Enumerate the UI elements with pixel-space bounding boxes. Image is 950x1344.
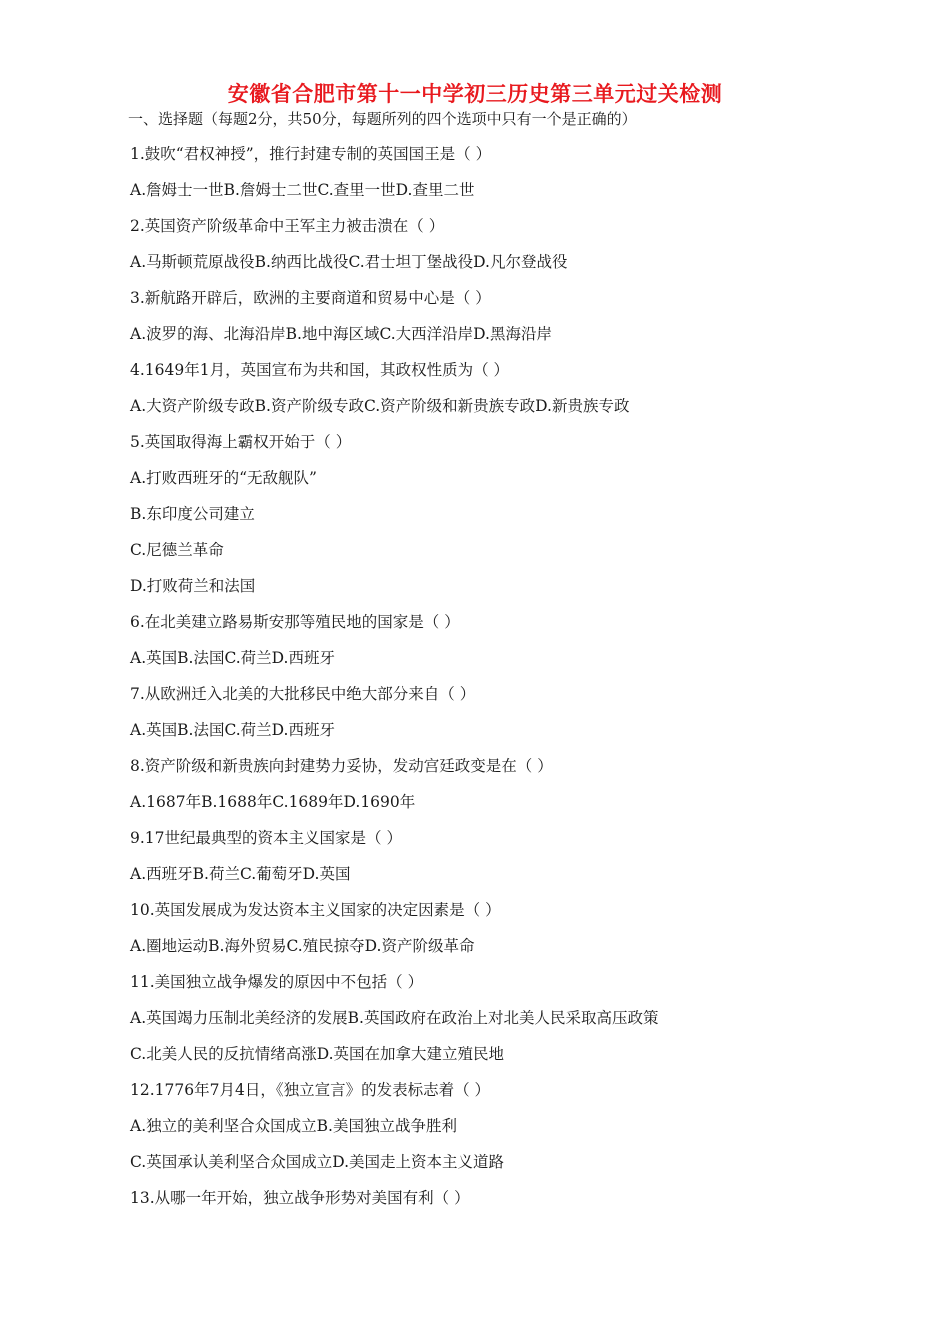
question-text: 10.英国发展成为发达资本主义国家的决定因素是（ ） [130, 901, 501, 919]
answer-options: C.英国承认美利坚合众国成立D.美国走上资本主义道路 [130, 1153, 505, 1171]
question-text: 12.1776年7月4日，《独立宣言》的发表标志着（ ） [130, 1081, 490, 1099]
question-text: 11.美国独立战争爆发的原因中不包括（ ） [130, 973, 424, 991]
answer-options: A.波罗的海、北海沿岸B.地中海区域C.大西洋沿岸D.黑海沿岸 [130, 325, 552, 343]
question-text: 5.英国取得海上霸权开始于（ ） [130, 433, 352, 451]
answer-options: A.独立的美利坚合众国成立B.美国独立战争胜利 [130, 1117, 457, 1135]
answer-options: A.大资产阶级专政B.资产阶级专政C.资产阶级和新贵族专政D.新贵族专政 [130, 397, 630, 415]
answer-options: A.1687年B.1688年C.1689年D.1690年 [130, 793, 416, 811]
answer-options: C.尼德兰革命 [130, 541, 224, 559]
question-text: 6.在北美建立路易斯安那等殖民地的国家是（ ） [130, 613, 460, 631]
question-text: 4.1649年1月，英国宣布为共和国，其政权性质为（ ） [130, 361, 510, 379]
answer-options: A.詹姆士一世B.詹姆士二世C.查里一世D.查里二世 [130, 181, 475, 199]
answer-options: A.英国B.法国C.荷兰D.西班牙 [130, 649, 335, 667]
answer-options: A.英国B.法国C.荷兰D.西班牙 [130, 721, 335, 739]
question-text: 8.资产阶级和新贵族向封建势力妥协，发动宫廷政变是在（ ） [130, 757, 553, 775]
answer-options: A.马斯顿荒原战役B.纳西比战役C.君士坦丁堡战役D.凡尔登战役 [130, 253, 568, 271]
question-text: 9.17世纪最典型的资本主义国家是（ ） [130, 829, 402, 847]
answer-options: B.东印度公司建立 [130, 505, 255, 523]
question-text: 3.新航路开辟后，欧洲的主要商道和贸易中心是（ ） [130, 289, 491, 307]
question-text: 1.鼓吹“君权神授”，推行封建专制的英国国王是（ ） [130, 145, 492, 163]
answer-options: D.打败荷兰和法国 [130, 577, 256, 595]
question-text: 13.从哪一年开始，独立战争形势对美国有利（ ） [130, 1189, 470, 1207]
answer-options: C.北美人民的反抗情绪高涨D.英国在加拿大建立殖民地 [130, 1045, 505, 1063]
question-text: 7.从欧洲迁入北美的大批移民中绝大部分来自（ ） [130, 685, 476, 703]
question-list [130, 140, 850, 1220]
section-heading: 一、选择题（每题2分，共50分，每题所列的四个选项中只有一个是正确的） [128, 110, 637, 128]
question-text: 2.英国资产阶级革命中王军主力被击溃在（ ） [130, 217, 445, 235]
answer-options: A.英国竭力压制北美经济的发展B.英国政府在政治上对北美人民采取高压政策 [130, 1009, 659, 1027]
page-title: 安徽省合肥市第十一中学初三历史第三单元过关检测 [227, 81, 723, 106]
answer-options: A.圈地运动B.海外贸易C.殖民掠夺D.资产阶级革命 [130, 937, 475, 955]
answer-options: A.打败西班牙的“无敌舰队” [130, 469, 317, 487]
answer-options: A.西班牙B.荷兰C.葡萄牙D.英国 [130, 865, 351, 883]
